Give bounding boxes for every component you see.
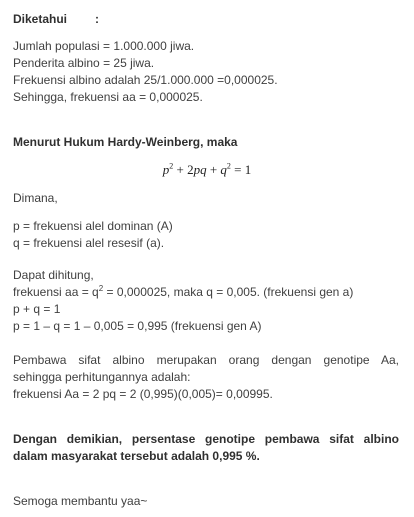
given-line-patients: Penderita albino = 25 jiwa. <box>13 56 155 70</box>
calc-line-q: frekuensi aa = $q^2 = 0,000025$, maka q = 0,005. (frekuensi gen a) <box>13 284 354 299</box>
given-heading: Diketahui <box>13 12 68 26</box>
closing-text: Semoga membantu yaa~ <box>13 494 148 508</box>
given-line-aa: Sehingga, frekuensi aa = 0,000025. <box>13 90 203 104</box>
given-heading-row <box>13 12 99 27</box>
conclusion-line-1: Dengan demikian, persentase genotipe pembawa sifat albino <box>13 432 399 446</box>
given-colon: : <box>95 12 100 26</box>
where-line-q: q = frekuensi alel resesif (a). <box>13 236 165 250</box>
calc-line-p: p = 1 – q = 1 – 0,005 = 0,995 (frekuensi gen A) <box>13 319 262 333</box>
calc-line-sum: p + q = 1 <box>13 302 61 316</box>
calc-heading: Dapat dihitung, <box>13 268 94 282</box>
given-line-population: Jumlah populasi = 1.000.000 jiwa. <box>13 39 195 53</box>
carrier-line-1: Pembawa sifat albino merupakan orang dengan genotipe Aa, <box>13 353 399 367</box>
given-line-frequency: Frekuensi albino adalah 25/1.000.000 =0,000025. <box>13 73 278 87</box>
law-heading: Menurut Hukum Hardy-Weinberg, maka <box>13 135 238 149</box>
conclusion-line-2: dalam masyarakat tersebut adalah 0,995 %. <box>13 449 260 463</box>
where-line-p: p = frekuensi alel dominan (A) <box>13 219 173 233</box>
where-heading: Dimana, <box>13 191 58 205</box>
carrier-line-2: sehingga perhitungannya adalah: <box>13 370 191 384</box>
carrier-line-3: frekuensi Aa = 2 pq = 2 (0,995)(0,005)= 0,00995. <box>13 387 273 401</box>
hardy-weinberg-formula: $p^2 + 2pq + q^2 = 1$ <box>162 161 252 177</box>
